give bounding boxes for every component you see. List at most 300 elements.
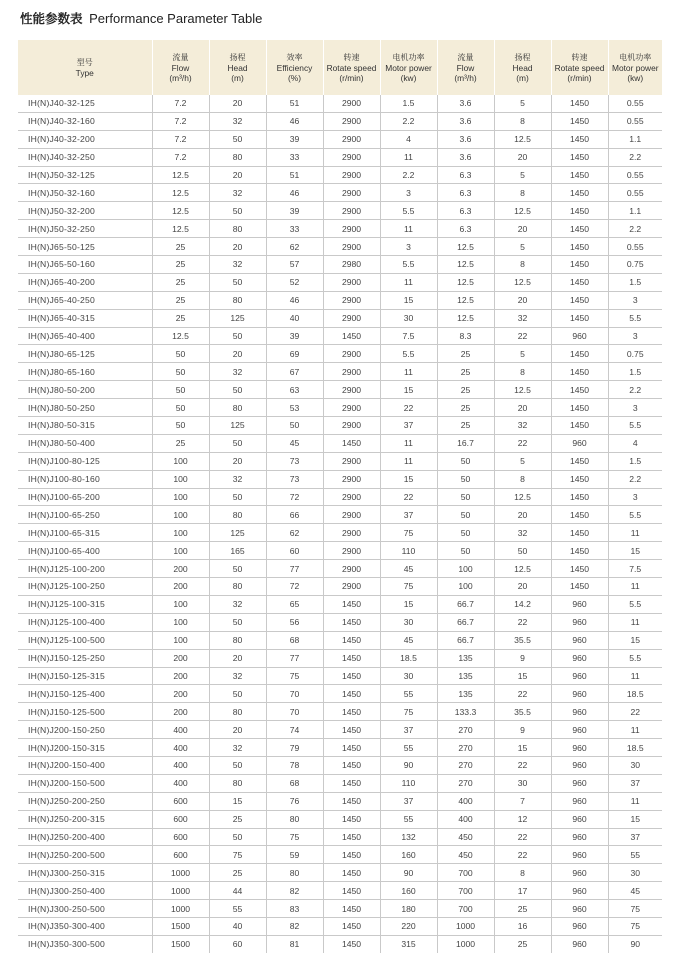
type-cell: IH(N)J300-250-400 [18,882,152,900]
value-cell: 8 [494,112,551,130]
value-cell: 20 [494,148,551,166]
value-cell: 25 [437,417,494,435]
value-cell: 18.5 [608,739,662,757]
value-cell: 12.5 [152,220,209,238]
value-cell: 50 [437,470,494,488]
value-cell: 12.5 [494,202,551,220]
table-row [18,417,662,435]
value-cell: 22 [494,828,551,846]
value-cell: 1450 [323,864,380,882]
value-cell: 960 [551,810,608,828]
value-cell: 132 [380,828,437,846]
value-cell: 80 [209,220,266,238]
value-cell: 66.7 [437,595,494,613]
column-header-cn: 效率 [286,52,303,62]
value-cell: 12.5 [494,273,551,291]
value-cell: 59 [266,846,323,864]
value-cell: 1450 [323,882,380,900]
value-cell: 1450 [551,452,608,470]
value-cell: 960 [551,792,608,810]
value-cell: 66 [266,506,323,524]
value-cell: 1450 [323,434,380,452]
value-cell: 100 [152,452,209,470]
value-cell: 70 [266,703,323,721]
value-cell: 79 [266,739,323,757]
value-cell: 2.2 [608,470,662,488]
value-cell: 50 [209,613,266,631]
page-title-cn: 性能参数表 [20,11,83,26]
value-cell: 7.5 [608,560,662,578]
value-cell: 1450 [323,935,380,952]
value-cell: 135 [437,685,494,703]
value-cell: 1450 [551,309,608,327]
value-cell: 133.3 [437,703,494,721]
column-header-cn: 流量 [457,52,474,62]
value-cell: 1450 [323,900,380,918]
value-cell: 1000 [437,917,494,935]
value-cell: 2900 [323,273,380,291]
value-cell: 32 [494,417,551,435]
value-cell: 160 [380,882,437,900]
value-cell: 2900 [323,95,380,112]
value-cell: 700 [437,882,494,900]
column-header-en: Motor power [611,62,659,73]
type-cell: IH(N)J100-80-160 [18,470,152,488]
value-cell: 20 [209,649,266,667]
value-cell: 1450 [551,184,608,202]
column-header-cn: 电机功率 [619,52,652,62]
value-cell: 90 [380,756,437,774]
value-cell: 75 [266,667,323,685]
value-cell: 400 [437,792,494,810]
type-cell: IH(N)J125-100-400 [18,613,152,631]
value-cell: 40 [209,917,266,935]
type-cell: IH(N)J50-32-160 [18,184,152,202]
value-cell: 75 [380,524,437,542]
table-row [18,148,662,166]
value-cell: 81 [266,935,323,952]
value-cell: 15 [494,739,551,757]
value-cell: 9 [494,649,551,667]
table-row [18,542,662,560]
column-header-unit: (r/min) [339,72,364,83]
value-cell: 52 [266,273,323,291]
value-cell: 22 [494,327,551,345]
value-cell: 400 [437,810,494,828]
value-cell: 2.2 [608,148,662,166]
value-cell: 315 [380,935,437,952]
table-row [18,452,662,470]
value-cell: 76 [266,792,323,810]
value-cell: 960 [551,774,608,792]
value-cell: 6.3 [437,184,494,202]
value-cell: 25 [152,238,209,256]
value-cell: 12.5 [494,488,551,506]
type-cell: IH(N)J200-150-500 [18,774,152,792]
value-cell: 1450 [323,846,380,864]
type-cell: IH(N)J65-40-250 [18,291,152,309]
value-cell: 110 [380,774,437,792]
value-cell: 22 [608,703,662,721]
value-cell: 960 [551,917,608,935]
value-cell: 22 [494,613,551,631]
value-cell: 2900 [323,470,380,488]
value-cell: 5.5 [608,595,662,613]
value-cell: 75 [608,917,662,935]
value-cell: 20 [209,345,266,363]
table-row [18,917,662,935]
value-cell: 60 [266,542,323,560]
value-cell: 22 [380,399,437,417]
type-cell: IH(N)J150-125-400 [18,685,152,703]
table-row [18,900,662,918]
table-row [18,506,662,524]
value-cell: 100 [152,506,209,524]
value-cell: 7.2 [152,148,209,166]
table-body [18,95,662,953]
column-header-cn: 流量 [172,52,189,62]
value-cell: 75 [209,846,266,864]
type-cell: IH(N)J50-32-200 [18,202,152,220]
value-cell: 30 [380,667,437,685]
column-header-cn: 扬程 [229,52,246,62]
table-row [18,202,662,220]
value-cell: 1450 [551,256,608,274]
value-cell: 30 [608,756,662,774]
value-cell: 1450 [551,560,608,578]
value-cell: 32 [209,363,266,381]
value-cell: 30 [380,613,437,631]
value-cell: 100 [152,488,209,506]
value-cell: 2900 [323,220,380,238]
value-cell: 5 [494,452,551,470]
value-cell: 11 [380,220,437,238]
value-cell: 1450 [323,792,380,810]
value-cell: 80 [209,631,266,649]
value-cell: 0.55 [608,238,662,256]
table-row [18,309,662,327]
value-cell: 960 [551,935,608,952]
value-cell: 960 [551,685,608,703]
column-header [323,40,380,95]
table-row [18,238,662,256]
value-cell: 20 [494,399,551,417]
value-cell: 20 [494,220,551,238]
value-cell: 75 [608,900,662,918]
value-cell: 1500 [152,917,209,935]
value-cell: 11 [380,148,437,166]
value-cell: 11 [608,613,662,631]
value-cell: 1450 [323,810,380,828]
column-header [209,40,266,95]
value-cell: 110 [380,542,437,560]
value-cell: 1450 [323,631,380,649]
value-cell: 1500 [152,935,209,952]
value-cell: 55 [380,739,437,757]
type-cell: IH(N)J100-65-315 [18,524,152,542]
table-row [18,327,662,345]
value-cell: 1000 [152,900,209,918]
value-cell: 51 [266,166,323,184]
value-cell: 12.5 [152,184,209,202]
value-cell: 66.7 [437,613,494,631]
value-cell: 12.5 [437,256,494,274]
type-cell: IH(N)J200-150-315 [18,739,152,757]
value-cell: 8 [494,470,551,488]
value-cell: 1450 [551,273,608,291]
value-cell: 3 [608,291,662,309]
value-cell: 25 [152,291,209,309]
value-cell: 1450 [323,703,380,721]
value-cell: 45 [266,434,323,452]
value-cell: 46 [266,184,323,202]
value-cell: 125 [209,417,266,435]
table-row [18,882,662,900]
value-cell: 1450 [323,739,380,757]
value-cell: 80 [209,399,266,417]
value-cell: 15 [608,631,662,649]
value-cell: 50 [209,756,266,774]
column-header-unit: (%) [287,72,302,83]
value-cell: 2900 [323,309,380,327]
value-cell: 90 [608,935,662,952]
value-cell: 1450 [551,578,608,596]
value-cell: 270 [437,774,494,792]
value-cell: 1450 [323,667,380,685]
value-cell: 50 [209,488,266,506]
value-cell: 7.2 [152,112,209,130]
value-cell: 16 [494,917,551,935]
type-cell: IH(N)J40-32-250 [18,148,152,166]
value-cell: 100 [152,470,209,488]
value-cell: 100 [152,631,209,649]
value-cell: 32 [494,524,551,542]
value-cell: 32 [209,470,266,488]
value-cell: 200 [152,578,209,596]
value-cell: 600 [152,792,209,810]
table-row [18,721,662,739]
value-cell: 1000 [152,882,209,900]
value-cell: 80 [266,810,323,828]
value-cell: 2900 [323,166,380,184]
value-cell: 32 [209,184,266,202]
value-cell: 1450 [551,381,608,399]
table-row [18,756,662,774]
value-cell: 270 [437,739,494,757]
table-row [18,524,662,542]
value-cell: 80 [209,291,266,309]
value-cell: 15 [608,542,662,560]
value-cell: 50 [437,524,494,542]
value-cell: 68 [266,774,323,792]
value-cell: 2900 [323,291,380,309]
value-cell: 25 [209,810,266,828]
value-cell: 3 [380,238,437,256]
value-cell: 700 [437,900,494,918]
value-cell: 15 [209,792,266,810]
value-cell: 2900 [323,578,380,596]
column-header-en: Type [75,67,94,78]
value-cell: 7.2 [152,130,209,148]
value-cell: 7.2 [152,95,209,112]
value-cell: 20 [209,238,266,256]
type-cell: IH(N)J200-150-250 [18,721,152,739]
value-cell: 50 [209,685,266,703]
value-cell: 12.5 [152,202,209,220]
value-cell: 22 [380,488,437,506]
value-cell: 90 [380,864,437,882]
value-cell: 45 [380,631,437,649]
value-cell: 69 [266,345,323,363]
value-cell: 2.2 [608,381,662,399]
value-cell: 78 [266,756,323,774]
type-cell: IH(N)J250-200-250 [18,792,152,810]
value-cell: 32 [209,112,266,130]
value-cell: 83 [266,900,323,918]
column-header-en: Efficiency [276,62,313,73]
column-header [380,40,437,95]
value-cell: 65 [266,595,323,613]
type-cell: IH(N)J65-40-200 [18,273,152,291]
value-cell: 9 [494,721,551,739]
value-cell: 11 [608,721,662,739]
value-cell: 50 [209,434,266,452]
value-cell: 1450 [551,542,608,560]
value-cell: 5 [494,166,551,184]
table-row [18,112,662,130]
value-cell: 5.5 [380,345,437,363]
table-row [18,256,662,274]
column-header [18,40,152,95]
value-cell: 80 [209,506,266,524]
value-cell: 1450 [323,774,380,792]
type-cell: IH(N)J40-32-200 [18,130,152,148]
value-cell: 1.5 [608,363,662,381]
column-header [152,40,209,95]
table-row [18,291,662,309]
value-cell: 700 [437,864,494,882]
value-cell: 3 [608,327,662,345]
value-cell: 960 [551,846,608,864]
value-cell: 270 [437,721,494,739]
value-cell: 46 [266,291,323,309]
value-cell: 180 [380,900,437,918]
value-cell: 3.6 [437,148,494,166]
value-cell: 75 [266,828,323,846]
column-header-unit: (m³/h) [454,72,477,83]
value-cell: 8 [494,256,551,274]
value-cell: 1450 [551,148,608,166]
value-cell: 11 [380,273,437,291]
column-header [494,40,551,95]
value-cell: 220 [380,917,437,935]
table-row [18,345,662,363]
type-cell: IH(N)J250-200-315 [18,810,152,828]
value-cell: 20 [494,578,551,596]
value-cell: 960 [551,649,608,667]
value-cell: 50 [209,273,266,291]
value-cell: 32 [494,309,551,327]
value-cell: 12.5 [437,273,494,291]
value-cell: 4 [608,434,662,452]
value-cell: 2900 [323,524,380,542]
value-cell: 100 [152,613,209,631]
type-cell: IH(N)J80-65-125 [18,345,152,363]
value-cell: 20 [494,291,551,309]
value-cell: 2900 [323,148,380,166]
value-cell: 73 [266,452,323,470]
column-header-en: Motor power [385,62,432,73]
table-row [18,792,662,810]
column-header-unit: (m) [231,72,244,83]
value-cell: 960 [551,756,608,774]
value-cell: 5.5 [380,256,437,274]
value-cell: 72 [266,488,323,506]
type-cell: IH(N)J300-250-500 [18,900,152,918]
table-row [18,488,662,506]
value-cell: 45 [608,882,662,900]
column-header [437,40,494,95]
type-cell: IH(N)J150-125-315 [18,667,152,685]
value-cell: 2900 [323,560,380,578]
value-cell: 50 [209,560,266,578]
table-row [18,667,662,685]
value-cell: 1450 [551,130,608,148]
value-cell: 37 [380,792,437,810]
value-cell: 66.7 [437,631,494,649]
value-cell: 16.7 [437,434,494,452]
value-cell: 1450 [323,721,380,739]
value-cell: 1.1 [608,130,662,148]
table-row [18,828,662,846]
value-cell: 11 [608,667,662,685]
value-cell: 50 [437,452,494,470]
value-cell: 55 [608,846,662,864]
column-header-cn: 型号 [76,57,93,67]
value-cell: 12.5 [494,560,551,578]
table-row [18,560,662,578]
value-cell: 2.2 [608,220,662,238]
value-cell: 2900 [323,399,380,417]
value-cell: 0.55 [608,166,662,184]
value-cell: 1450 [551,470,608,488]
value-cell: 200 [152,667,209,685]
table-row [18,649,662,667]
value-cell: 12.5 [152,327,209,345]
value-cell: 32 [209,739,266,757]
value-cell: 5.5 [380,202,437,220]
value-cell: 80 [209,774,266,792]
value-cell: 5.5 [608,649,662,667]
value-cell: 7.5 [380,327,437,345]
value-cell: 15 [380,470,437,488]
value-cell: 30 [608,864,662,882]
value-cell: 18.5 [380,649,437,667]
value-cell: 2900 [323,488,380,506]
value-cell: 1450 [551,417,608,435]
value-cell: 2900 [323,452,380,470]
value-cell: 400 [152,721,209,739]
table-header-row [18,40,662,95]
value-cell: 50 [209,828,266,846]
value-cell: 39 [266,130,323,148]
column-header-en: Flow [456,62,475,73]
value-cell: 50 [209,202,266,220]
type-cell: IH(N)J80-65-160 [18,363,152,381]
value-cell: 960 [551,703,608,721]
table-row [18,631,662,649]
value-cell: 33 [266,220,323,238]
